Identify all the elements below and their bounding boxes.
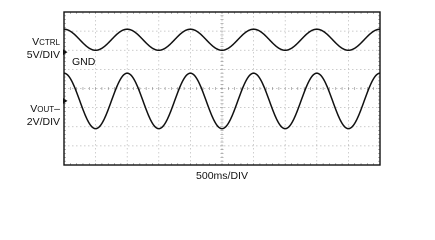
vout-scale-label: 2V/DIV bbox=[26, 116, 60, 128]
vout-label: VOUT– bbox=[30, 103, 60, 115]
vctrl-scale-label: 5V/DIV bbox=[26, 49, 60, 61]
vout-reference-marker bbox=[63, 98, 68, 104]
grid bbox=[64, 12, 380, 165]
traces bbox=[63, 29, 380, 128]
ground-label: GND bbox=[72, 56, 96, 68]
x-scale-label: 500ms/DIV bbox=[196, 170, 248, 182]
vctrl-label: VCTRL bbox=[32, 36, 60, 48]
